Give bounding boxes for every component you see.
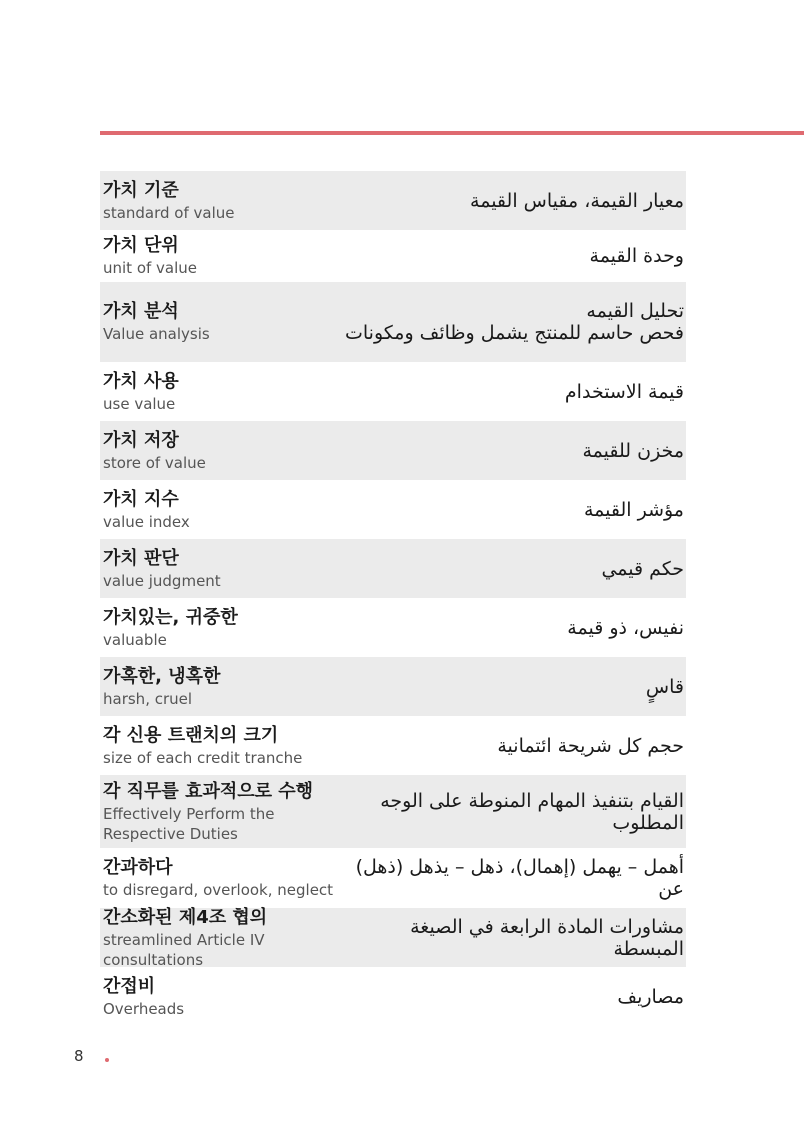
arabic-term: القيام بتنفيذ المهام المنوطة على الوجه المطلوب <box>380 789 684 834</box>
arabic-term-line: فحص حاسم للمنتج يشمل وظائف ومكونات <box>345 322 684 344</box>
glossary-row <box>100 908 686 967</box>
korean-english-cell <box>103 429 206 473</box>
korean-english-cell <box>103 856 333 900</box>
arabic-term: وحدة القيمة <box>589 245 684 267</box>
arabic-term: معيار القيمة، مقياس القيمة <box>470 189 684 212</box>
korean-english-cell <box>103 234 197 278</box>
korean-term: 가치 기준 <box>103 179 179 201</box>
korean-term: 간접비 <box>103 975 156 997</box>
english-term: value judgment <box>103 571 221 590</box>
arabic-term: مصاريف <box>617 985 684 1008</box>
glossary-row <box>100 539 686 598</box>
english-term: value index <box>103 512 190 531</box>
arabic-term: مشاورات المادة الرابعة في الصيغة المبسطة <box>410 915 684 960</box>
korean-english-cell <box>103 606 238 650</box>
glossary-row <box>100 598 686 657</box>
arabic-term: حكم قيمي <box>601 557 684 580</box>
page-number: 8 <box>74 1047 84 1065</box>
page-number-dot <box>105 1058 109 1062</box>
arabic-term <box>210 300 684 344</box>
english-term: unit of value <box>103 259 198 277</box>
arabic-term: قيمة الاستخدام <box>564 380 684 403</box>
korean-english-cell <box>103 780 353 844</box>
korean-term: 가치 판단 <box>103 547 179 569</box>
english-term: store of value <box>103 453 206 472</box>
korean-term: 간소화된 제4조 협의 <box>103 906 268 928</box>
korean-term: 각 신용 트랜치의 크기 <box>103 724 279 746</box>
header-rule <box>100 131 804 135</box>
glossary-row <box>100 421 686 480</box>
korean-english-cell <box>103 370 179 414</box>
korean-term: 가혹한, 냉혹한 <box>103 665 221 687</box>
korean-english-cell <box>103 665 220 709</box>
glossary-row <box>100 967 686 1026</box>
korean-english-cell <box>103 300 210 344</box>
korean-term: 간과하다 <box>103 857 173 878</box>
korean-english-cell <box>103 975 184 1019</box>
korean-term: 가치있는, 귀중한 <box>103 606 238 628</box>
korean-term: 가치 지수 <box>103 488 179 510</box>
english-term: Value analysis <box>103 325 210 343</box>
korean-term: 가치 사용 <box>103 370 179 392</box>
arabic-term: قاسٍ <box>645 675 684 698</box>
arabic-term: نفيس، ذو قيمة <box>567 616 684 639</box>
arabic-term-line: تحليل القيمه <box>586 300 684 322</box>
korean-term: 가치 분석 <box>103 301 179 322</box>
arabic-term: مؤشر القيمة <box>583 498 684 521</box>
arabic-term: مخزن للقيمة <box>582 439 684 462</box>
glossary-row <box>100 230 686 282</box>
glossary-row <box>100 480 686 539</box>
korean-term: 가치 저장 <box>103 429 179 451</box>
english-term: Effectively Perform the Respective Duties <box>103 804 275 843</box>
english-term: size of each credit tranche <box>103 748 303 767</box>
english-term: streamlined Article IV consultations <box>103 930 265 969</box>
korean-english-cell <box>103 488 190 532</box>
glossary-row <box>100 282 686 362</box>
english-term: harsh, cruel <box>103 689 193 708</box>
english-term: Overheads <box>103 999 185 1018</box>
arabic-term: حجم كل شريحة ائتمانية <box>497 734 684 757</box>
english-term: standard of value <box>103 203 235 222</box>
english-term: to disregard, overlook, neglect <box>103 881 334 899</box>
glossary-row <box>100 775 686 848</box>
korean-english-cell <box>103 724 302 768</box>
glossary-table <box>100 171 686 1026</box>
glossary-row <box>100 657 686 716</box>
english-term: valuable <box>103 630 167 649</box>
glossary-row <box>100 716 686 775</box>
korean-english-cell <box>103 906 353 970</box>
glossary-row <box>100 171 686 230</box>
glossary-row <box>100 848 686 908</box>
glossary-row <box>100 362 686 421</box>
korean-english-cell <box>103 547 221 591</box>
korean-term: 가치 단위 <box>103 235 179 256</box>
arabic-term: أهمل – يهمل (إهمال)، ذهل – يذهل (ذهل) عن <box>355 856 684 900</box>
korean-term: 각 직무를 효과적으로 수행 <box>103 780 314 802</box>
korean-english-cell <box>103 179 235 223</box>
english-term: use value <box>103 394 176 413</box>
